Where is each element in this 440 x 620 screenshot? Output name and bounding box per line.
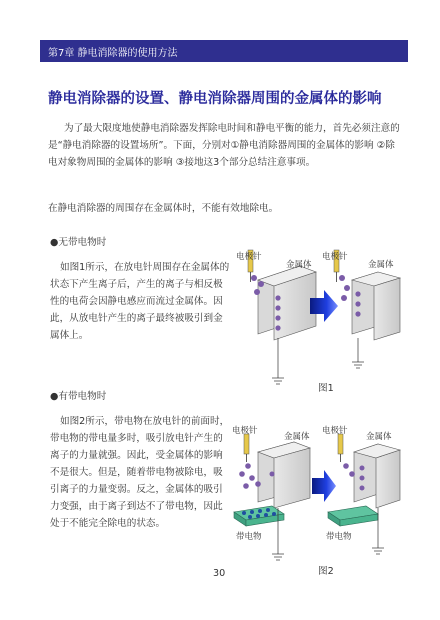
fig1-needle-label-right: 电极针 (322, 252, 348, 262)
fig2-charged-label-right: 带电物 (326, 532, 352, 542)
blue-arrow-2 (312, 470, 336, 502)
metal-block-left (258, 266, 316, 340)
electrode-needle-left-2 (244, 434, 249, 462)
figure1-caption: 图1 (318, 383, 334, 394)
fig1-metal-label-left: 金属体 (286, 260, 312, 270)
fig2-charged-label-left: 带电物 (236, 532, 262, 542)
chapter-header-bar (40, 40, 408, 62)
electrode-needle-right-2 (338, 434, 343, 462)
section1-text: 如图1所示，在放电针周围存在金属体的状态下产生离子后，产生的离子与相反极性的电荷会因静电感应而流过金属体。因此，从放电针产生的离子最终被吸引到金属体上。 (50, 262, 230, 341)
chapter-header-text: 第7章 静电消除器的使用方法 (48, 48, 178, 59)
charged-object-left (234, 506, 284, 526)
section1-heading: ●无带电物时 (50, 237, 107, 248)
fig2-needle-label-right: 电极针 (322, 426, 348, 436)
metal-block-left-2 (258, 442, 310, 508)
section1-body (50, 259, 230, 344)
figure2-diagram (228, 422, 408, 582)
intro-paragraph (48, 120, 400, 171)
fig1-needle-label-left: 电极针 (236, 252, 262, 262)
intro-text: 为了最大限度地使静电消除器发挥除电时间和静电平衡的能力，首先必须注意的是“静电消除器的设置场所”。下面，分别对①静电消除器周围的金属体的影响 ②除电对象物周围的金属体的影响 ③接地这3个部分总结注意事项。 (48, 123, 400, 168)
fig1-metal-label-right: 金属体 (368, 260, 394, 270)
fig2-needle-label-left: 电极针 (232, 426, 258, 436)
charged-object-right (328, 506, 378, 526)
page-title: 静电消除器的设置、静电消除器周围的金属体的影响 (48, 91, 382, 107)
figure2-caption: 图2 (318, 566, 334, 577)
page-number: 30 (213, 568, 226, 579)
lead-sentence: 在静电消除器的周围存在金属体时，不能有效地除电。 (48, 203, 279, 214)
fig2-metal-label-left: 金属体 (284, 432, 310, 442)
section2-text: 如图2所示，带电物在放电针的前面时，带电物的带电量多时，吸引放电针产生的离子的力量就强。因此，受金属体的影响不是很大。但是，随着带电物被除电，吸引离子的力量变弱。反之，金属体的吸引力变强，由于离子到达不了带电物，因此处于不能完全除电的状态。 (50, 416, 230, 529)
fig2-metal-label-right: 金属体 (366, 432, 392, 442)
section2-body (50, 413, 230, 532)
section2-heading: ●有带电物时 (50, 391, 107, 402)
